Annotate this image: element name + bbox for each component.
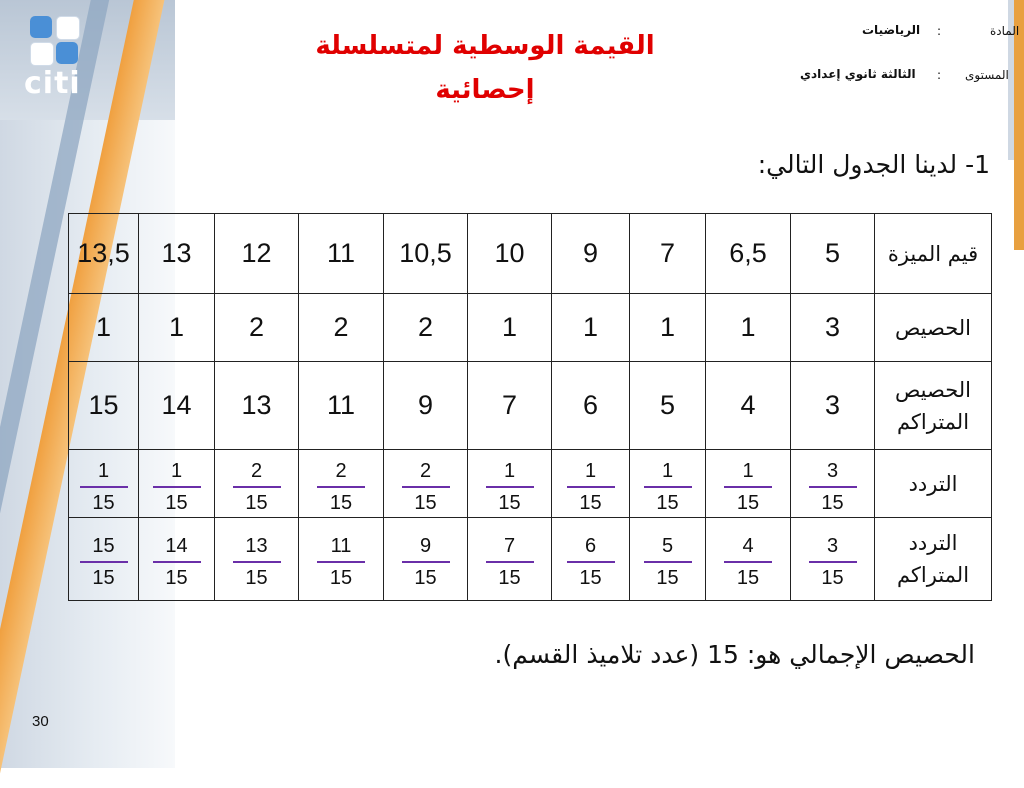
fraction-numerator: 4	[742, 535, 754, 557]
fraction-bar	[402, 486, 450, 488]
count-cell: 1	[139, 294, 215, 362]
fraction-cell	[468, 518, 552, 601]
fraction-bar	[486, 486, 534, 488]
fraction-bar	[233, 486, 281, 488]
fraction-numerator: 1	[742, 459, 754, 482]
fraction-denominator: 15	[656, 491, 679, 514]
fraction-denominator: 15	[414, 491, 437, 514]
fraction	[153, 459, 201, 515]
fraction-denominator: 15	[245, 567, 268, 589]
fraction-cell	[706, 518, 791, 601]
fraction-denominator: 15	[821, 567, 844, 589]
fraction-denominator: 15	[498, 567, 521, 589]
fraction-numerator: 7	[503, 535, 516, 557]
fraction-bar	[233, 561, 281, 563]
fraction-bar	[724, 561, 772, 563]
fraction	[724, 459, 772, 515]
summary-text: الحصيص الإجمالي هو: 15 (عدد تلاميذ القسم).	[494, 640, 975, 669]
fraction-bar	[317, 486, 365, 488]
cumulative-cell: 5	[630, 362, 706, 450]
fraction-cell	[706, 450, 791, 518]
fraction-denominator: 15	[736, 567, 760, 589]
values-row	[69, 214, 992, 294]
cumulative-cell: 6	[552, 362, 630, 450]
value-cell: 11	[299, 214, 384, 294]
fraction	[80, 534, 128, 590]
slide-title	[300, 24, 670, 112]
fraction	[80, 459, 128, 515]
fraction-cell	[69, 518, 139, 601]
row-header-values: قيم الميزة	[875, 214, 992, 294]
fraction-denominator: 15	[579, 491, 602, 514]
fraction-cell	[215, 450, 299, 518]
value-cell: 6,5	[706, 214, 791, 294]
cumulative-cell: 11	[299, 362, 384, 450]
logo-text: citi	[24, 66, 81, 101]
fraction-denominator: 15	[498, 491, 521, 514]
fraction	[724, 534, 772, 590]
fraction-numerator: 3	[826, 535, 839, 557]
fraction-numerator: 11	[330, 535, 352, 557]
cumulative-row	[69, 362, 992, 450]
fraction-numerator: 3	[826, 459, 839, 482]
fraction-cell	[630, 518, 706, 601]
value-cell: 13,5	[69, 214, 139, 294]
fraction-bar	[80, 486, 128, 488]
fraction	[644, 459, 692, 515]
fraction-cell	[384, 450, 468, 518]
fraction-cell	[139, 518, 215, 601]
row-header-cumulative	[875, 362, 992, 450]
fraction-denominator: 15	[656, 567, 679, 589]
cumulative-cell: 9	[384, 362, 468, 450]
fraction-bar	[809, 561, 857, 563]
value-cell: 10	[468, 214, 552, 294]
cumulative-cell: 7	[468, 362, 552, 450]
fraction-numerator: 13	[245, 535, 268, 557]
fraction-denominator: 15	[736, 491, 760, 514]
fraction-numerator: 1	[661, 459, 674, 482]
fraction-cell	[139, 450, 215, 518]
fraction	[402, 459, 450, 515]
fraction	[809, 459, 857, 515]
level-separator: :	[937, 68, 942, 82]
value-cell: 9	[552, 214, 630, 294]
header-line: الحصيص	[894, 377, 972, 402]
logo-square	[56, 42, 78, 64]
fraction-denominator: 15	[245, 491, 268, 514]
page-number: 30	[32, 713, 49, 730]
level-label: المستوى	[965, 68, 1009, 82]
citi-logo	[20, 10, 100, 100]
logo-square	[30, 16, 52, 38]
fraction	[402, 534, 450, 590]
row-header-cumulative-frequency	[875, 518, 992, 601]
cumulative-cell: 13	[215, 362, 299, 450]
fraction-bar	[402, 561, 450, 563]
fraction	[486, 459, 534, 515]
count-cell: 1	[706, 294, 791, 362]
fraction-cell	[630, 450, 706, 518]
fraction-numerator: 9	[419, 535, 432, 557]
fraction-denominator: 15	[92, 491, 115, 514]
row-header-frequency: التردد	[875, 450, 992, 518]
fraction-cell	[215, 518, 299, 601]
fraction-bar	[317, 561, 365, 563]
value-cell: 7	[630, 214, 706, 294]
fraction	[317, 534, 365, 590]
count-cell: 3	[791, 294, 875, 362]
value-cell: 10,5	[384, 214, 468, 294]
frequency-row	[69, 450, 992, 518]
fraction-bar	[486, 561, 534, 563]
row-header-counts: الحصيص	[875, 294, 992, 362]
header-line: التردد	[908, 531, 958, 555]
fraction-numerator: 5	[661, 535, 674, 557]
fraction-cell	[552, 450, 630, 518]
fraction-cell	[791, 450, 875, 518]
fraction-cell	[299, 518, 384, 601]
count-cell: 2	[215, 294, 299, 362]
fraction-denominator: 15	[165, 491, 188, 514]
fraction-bar	[567, 561, 615, 563]
fraction-numerator: 14	[165, 535, 188, 557]
fraction-numerator: 1	[97, 459, 110, 482]
level-value: الثالثة ثانوي إعدادي	[800, 67, 916, 81]
header-line: المتراكم	[896, 563, 970, 587]
cumulative-cell: 14	[139, 362, 215, 450]
fraction-bar	[809, 486, 857, 488]
count-cell: 1	[630, 294, 706, 362]
fraction	[567, 459, 615, 515]
fraction	[153, 534, 201, 590]
subject-value: الرياضيات	[862, 23, 921, 37]
logo-square	[56, 16, 80, 40]
fraction-bar	[644, 561, 692, 563]
counts-row	[69, 294, 992, 362]
cumulative-frequency-row	[69, 518, 992, 601]
fraction-denominator: 15	[329, 567, 353, 589]
subject-separator: :	[937, 24, 942, 38]
fraction-numerator: 6	[584, 535, 597, 557]
count-cell: 1	[468, 294, 552, 362]
fraction-denominator: 15	[329, 491, 353, 514]
statistics-table	[68, 213, 992, 601]
fraction	[567, 534, 615, 590]
fraction	[317, 459, 365, 515]
value-cell: 13	[139, 214, 215, 294]
header-line: المتراكم	[896, 409, 970, 434]
fraction-denominator: 15	[579, 567, 602, 589]
value-cell: 5	[791, 214, 875, 294]
fraction-numerator: 15	[92, 535, 115, 557]
fraction-cell	[552, 518, 630, 601]
count-cell: 2	[299, 294, 384, 362]
fraction-numerator: 1	[170, 459, 183, 482]
fraction-bar	[153, 561, 201, 563]
intro-text: 1- لدينا الجدول التالي:	[757, 150, 990, 179]
fraction-cell	[69, 450, 139, 518]
fraction-cell	[791, 518, 875, 601]
count-cell: 1	[69, 294, 139, 362]
value-cell: 12	[215, 214, 299, 294]
fraction-numerator: 2	[335, 459, 347, 482]
title-line-1: القيمة الوسطية لمتسلسلة	[315, 31, 655, 61]
fraction-numerator: 1	[584, 459, 597, 482]
cumulative-cell: 3	[791, 362, 875, 450]
fraction-denominator: 15	[92, 567, 115, 589]
fraction-numerator: 2	[250, 459, 263, 482]
fraction-bar	[644, 486, 692, 488]
fraction-cell	[468, 450, 552, 518]
fraction	[233, 459, 281, 515]
fraction	[644, 534, 692, 590]
count-cell: 1	[552, 294, 630, 362]
subject-label: المادة	[990, 24, 1020, 38]
logo-square	[30, 42, 54, 66]
title-line-2: إحصائية	[435, 75, 535, 105]
count-cell: 2	[384, 294, 468, 362]
fraction-bar	[567, 486, 615, 488]
fraction-bar	[724, 486, 772, 488]
fraction-denominator: 15	[165, 567, 188, 589]
fraction	[486, 534, 534, 590]
fraction-bar	[80, 561, 128, 563]
cumulative-cell: 4	[706, 362, 791, 450]
fraction-cell	[384, 518, 468, 601]
fraction-numerator: 1	[503, 459, 516, 482]
fraction	[233, 534, 281, 590]
fraction-cell	[299, 450, 384, 518]
fraction-denominator: 15	[821, 491, 844, 514]
cumulative-cell: 15	[69, 362, 139, 450]
fraction-numerator: 2	[419, 459, 432, 482]
fraction-denominator: 15	[414, 567, 437, 589]
fraction-bar	[153, 486, 201, 488]
fraction	[809, 534, 857, 590]
